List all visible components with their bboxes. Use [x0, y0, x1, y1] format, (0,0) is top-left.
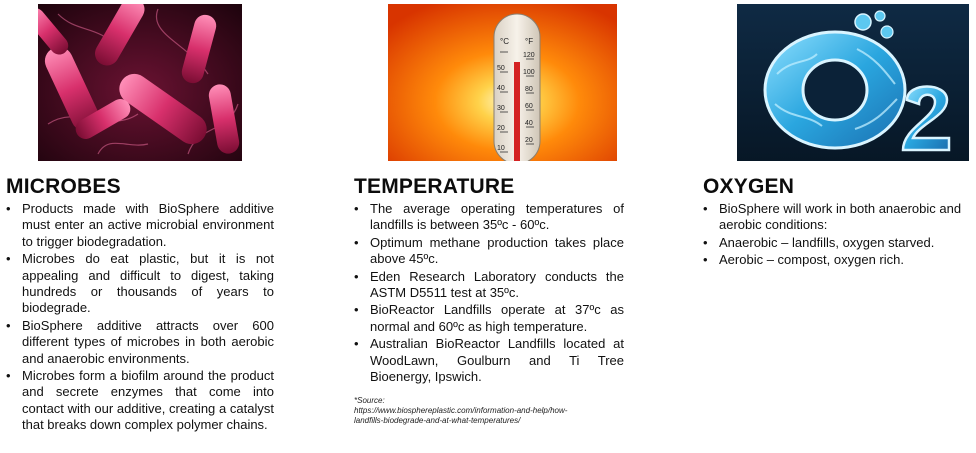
microbes-bullet: • Microbes form a biofilm around the product and secrete enzymes that come into contact with our additive, creating a catalyst that breaks down complex polymer chains. [6, 368, 274, 434]
temperature-bullet: • Australian BioReactor Landfills located at WoodLawn, Goulburn and Ti Tree Bioenergy, Ipswich. [354, 336, 624, 385]
source-note [354, 396, 622, 427]
oxygen-bullet-list [703, 201, 975, 269]
temperature-bullet: • BioReactor Landfills operate at 37ºc as normal and 60ºc as high temperature. [354, 302, 624, 335]
celsius-tick: 50 [497, 65, 505, 72]
microbes-bullet: • Microbes do eat plastic, but it is not appealing and difficult to digest, taking hundreds or thousands of years to biodegrade. [6, 251, 274, 317]
temperature-bullet: • Optimum methane production takes place above 45ºc. [354, 235, 624, 268]
microbes-bullet: • BioSphere additive attracts over 600 different types of microbes in both aerobic and anaerobic environments. [6, 318, 274, 367]
oxygen-bullet: • Anaerobic – landfills, oxygen starved. [703, 235, 975, 251]
celsius-tick: 30 [497, 105, 505, 112]
microbes-image [38, 4, 242, 161]
microbes-heading: MICROBES [6, 175, 121, 198]
oxygen-heading: OXYGEN [703, 175, 795, 198]
fahrenheit-tick: 40 [525, 120, 533, 127]
oxygen-bullet: • BioSphere will work in both anaerobic and aerobic conditions: [703, 201, 975, 234]
temperature-bullet: • Eden Research Laboratory conducts the ASTM D5511 test at 35ºc. [354, 269, 624, 302]
fahrenheit-tick: 80 [525, 86, 533, 93]
o2-image [737, 4, 969, 161]
celsius-tick: 10 [497, 145, 505, 152]
temperature-column [354, 174, 624, 386]
microbes-bullet-list [6, 201, 274, 434]
fahrenheit-tick: 60 [525, 103, 533, 110]
source-url-line-1: https://www.biosphereplastic.com/information-and-help/how- [354, 406, 568, 416]
celsius-tick: 20 [497, 125, 505, 132]
temperature-bullet: • The average operating temperatures of landfills is between 35ºc - 60ºc. [354, 201, 624, 234]
celsius-tick: 40 [497, 85, 505, 92]
thermometer-image [388, 4, 617, 161]
source-label: *Source: [354, 396, 385, 405]
microbes-bullet: • Products made with BioSphere additive must enter an active microbial environment to trigger biodegradation. [6, 201, 274, 250]
source-url-line-2: landfills-biodegrade-and-at-what-temperatures/ [354, 416, 521, 426]
fahrenheit-tick: 20 [525, 137, 533, 144]
celsius-unit-label: °C [500, 37, 509, 46]
fahrenheit-tick: 120 [523, 52, 535, 59]
temperature-bullet-list [354, 201, 624, 385]
temperature-heading: TEMPERATURE [354, 175, 515, 198]
oxygen-column [703, 174, 975, 270]
microbes-column [6, 174, 274, 435]
fahrenheit-unit-label: °F [525, 37, 534, 46]
fahrenheit-tick: 100 [523, 69, 535, 76]
oxygen-bullet: • Aerobic – compost, oxygen rich. [703, 252, 975, 268]
